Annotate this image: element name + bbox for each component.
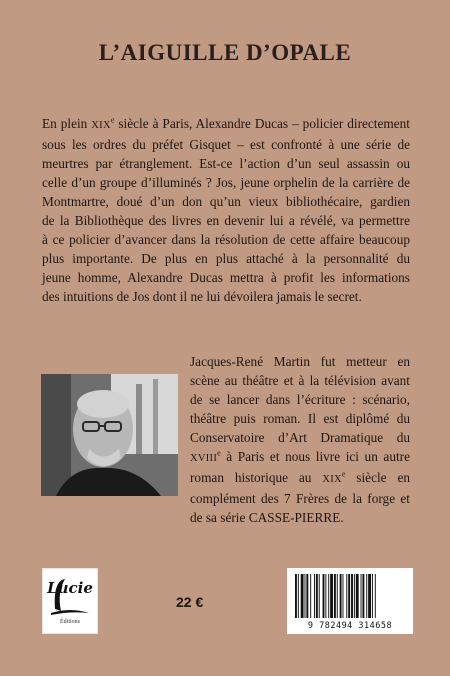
barcode-bar bbox=[354, 574, 355, 618]
publisher-subtitle: Éditions bbox=[59, 619, 80, 625]
author-bio bbox=[190, 352, 410, 527]
barcode-bar bbox=[368, 574, 371, 618]
blurb-line: plus importante. De plus en plus attaché à la personnalité du bbox=[42, 251, 410, 266]
barcode-bar bbox=[343, 574, 344, 618]
barcode-bar bbox=[305, 574, 306, 618]
barcode-bar bbox=[314, 574, 315, 618]
blurb-paragraph bbox=[42, 114, 410, 306]
bio-line: XVIIIe à Paris et nous livre ici un autre bbox=[190, 448, 410, 464]
isbn-barcode bbox=[287, 568, 413, 634]
barcode-bar bbox=[366, 574, 367, 618]
book-title: L’AIGUILLE D’OPALE bbox=[98, 40, 352, 65]
blurb-line: meurtres par étranglement. Est-ce l’action d’un seul assassin ou bbox=[42, 156, 410, 171]
blurb-line: En plein XIXe siècle à Paris, Alexandre Ducas – policier directement bbox=[42, 115, 410, 131]
barcode-bar bbox=[319, 574, 320, 618]
publisher-brand: Lucie bbox=[47, 579, 93, 597]
price-label: 22 € bbox=[176, 594, 204, 610]
blurb-line: des intuitions de Jos dont il ne lui dévoilera jamais le secret. bbox=[42, 289, 362, 304]
barcode-bar bbox=[375, 574, 376, 618]
barcode-bar bbox=[328, 574, 329, 618]
barcode-bar bbox=[301, 574, 304, 618]
bio-line: roman historique au XIXe siècle en bbox=[190, 469, 410, 485]
publisher-logo bbox=[42, 568, 98, 634]
barcode-bar bbox=[323, 574, 325, 618]
barcode-bar bbox=[325, 574, 326, 618]
blurb-line: celle d’un groupe d’illuminés ? Jos, jeune orphelin de la carrière de bbox=[42, 175, 410, 190]
barcode-bar bbox=[330, 574, 333, 618]
isbn-number: 9 782494 314658 bbox=[307, 621, 393, 631]
barcode-bar bbox=[340, 574, 342, 618]
barcode-bar bbox=[310, 574, 311, 618]
bio-line: de sa série CASSE-PIERRE. bbox=[190, 510, 344, 525]
barcode-bar bbox=[361, 574, 362, 618]
author-portrait-icon bbox=[41, 374, 178, 496]
bio-line: complément des 7 Frères de la forge et bbox=[190, 491, 410, 506]
barcode-bar bbox=[356, 574, 359, 618]
blurb-line: de la Bibliothèque des livres en devenir lui a révélé, va permettre bbox=[42, 213, 410, 228]
author-photo bbox=[41, 374, 178, 496]
barcode-bar bbox=[362, 574, 364, 618]
barcode-icon bbox=[287, 568, 413, 622]
barcode-bar bbox=[346, 574, 347, 618]
barcode-bar bbox=[306, 574, 308, 618]
bio-line: Conservatoire d’Art Dramatique du bbox=[190, 430, 410, 445]
barcode-bar bbox=[337, 574, 338, 618]
blurb-line: jeune homme, Alexandre Ducas mettra à profit les informations bbox=[42, 270, 410, 285]
barcode-bar bbox=[351, 574, 353, 618]
blurb-line: Montmartre, doué d’un don qu’un vieux bibliothécaire, gardien bbox=[42, 194, 410, 209]
barcode-bar bbox=[334, 574, 336, 618]
barcode-bar bbox=[348, 574, 350, 618]
bio-line: théâtre puis roman. Il est diplômé du bbox=[190, 411, 410, 426]
barcode-bar bbox=[295, 574, 297, 618]
bio-line: Jacques-René Martin fut metteur en bbox=[190, 354, 410, 369]
blurb-line: sous les ordres du préfet Gisquet – est confronté à une série de bbox=[42, 137, 410, 152]
blurb-line: à ce policier d’avancer dans la résolution de cette affaire beaucoup bbox=[42, 232, 410, 247]
barcode-bar bbox=[372, 574, 373, 618]
barcode-bar bbox=[298, 574, 299, 618]
bio-line: scène au théâtre et à la télévision avant bbox=[190, 373, 410, 388]
barcode-bar bbox=[316, 574, 318, 618]
bio-line: de se lancer dans l’écriture : scénario, bbox=[190, 392, 410, 407]
